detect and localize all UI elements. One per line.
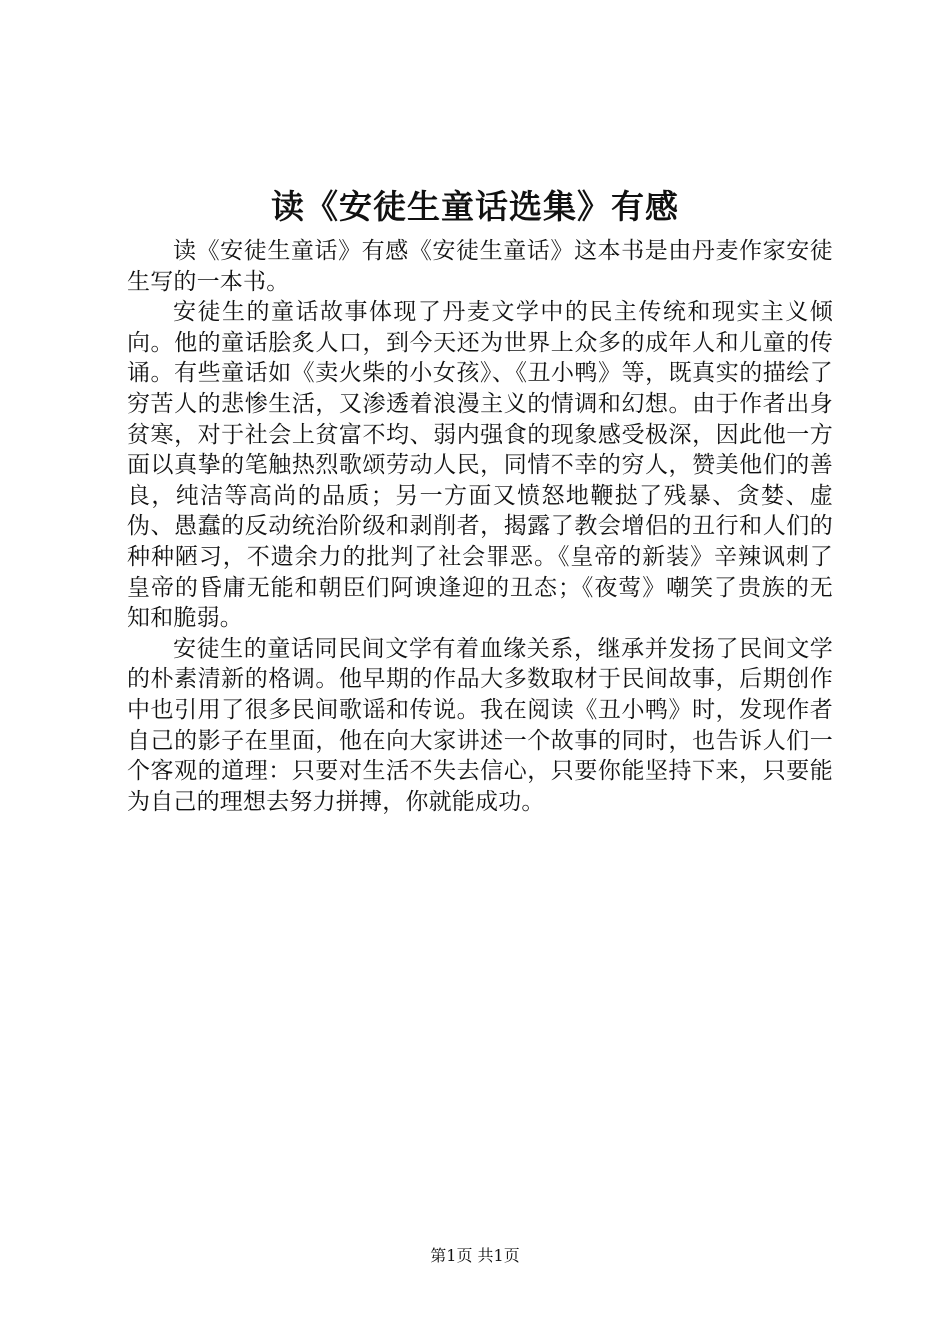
document-title: 读《安徒生童话选集》有感 bbox=[271, 187, 679, 226]
document-body bbox=[127, 236, 833, 817]
paragraph-2: 安徒生的童话故事体现了丹麦文学中的民主传统和现实主义倾向。他的童话脍炙人口，到今天还为世界上众多的成年人和儿童的传诵。有些童话如《卖火柴的小女孩》、《丑小鸭》等，既真实的描绘了穷苦人的悲惨生活，又渗透着浪漫主义的情调和幻想。由于作者出身贫寒，对于社会上贫富不均、弱内强食的现象感受极深，因此他一方面以真挚的笔触热烈歌颂劳动人民，同情不幸的穷人，赞美他们的善良，纯洁等高尚的品质；另一方面又愤怒地鞭挞了残暴、贪婪、虚伪、愚蠢的反动统治阶级和剥削者，揭露了教会增侣的丑行和人们的种种陋习，不遗余力的批判了社会罪恶。《皇帝的新装》辛辣讽刺了皇帝的昏庸无能和朝臣们阿谀逢迎的丑态；《夜莺》嘲笑了贵族的无知和脆弱。 bbox=[127, 299, 833, 632]
page-footer: 第1页 共1页 bbox=[430, 1246, 520, 1265]
paragraph-1: 读《安徒生童话》有感《安徒生童话》这本书是由丹麦作家安徒生写的一本书。 bbox=[127, 238, 833, 295]
paragraph-3: 安徒生的童话同民间文学有着血缘关系，继承并发扬了民间文学的朴素清新的格调。他早期的作品大多数取材于民间故事，后期创作中也引用了很多民间歌谣和传说。我在阅读《丑小鸭》时，发现作者自己的影子在里面，他在向大家讲述一个故事的同时，也告诉人们一个客观的道理：只要对生活不失去信心，只要你能坚持下来，只要能为自己的理想去努力拼搏，你就能成功。 bbox=[127, 635, 833, 815]
